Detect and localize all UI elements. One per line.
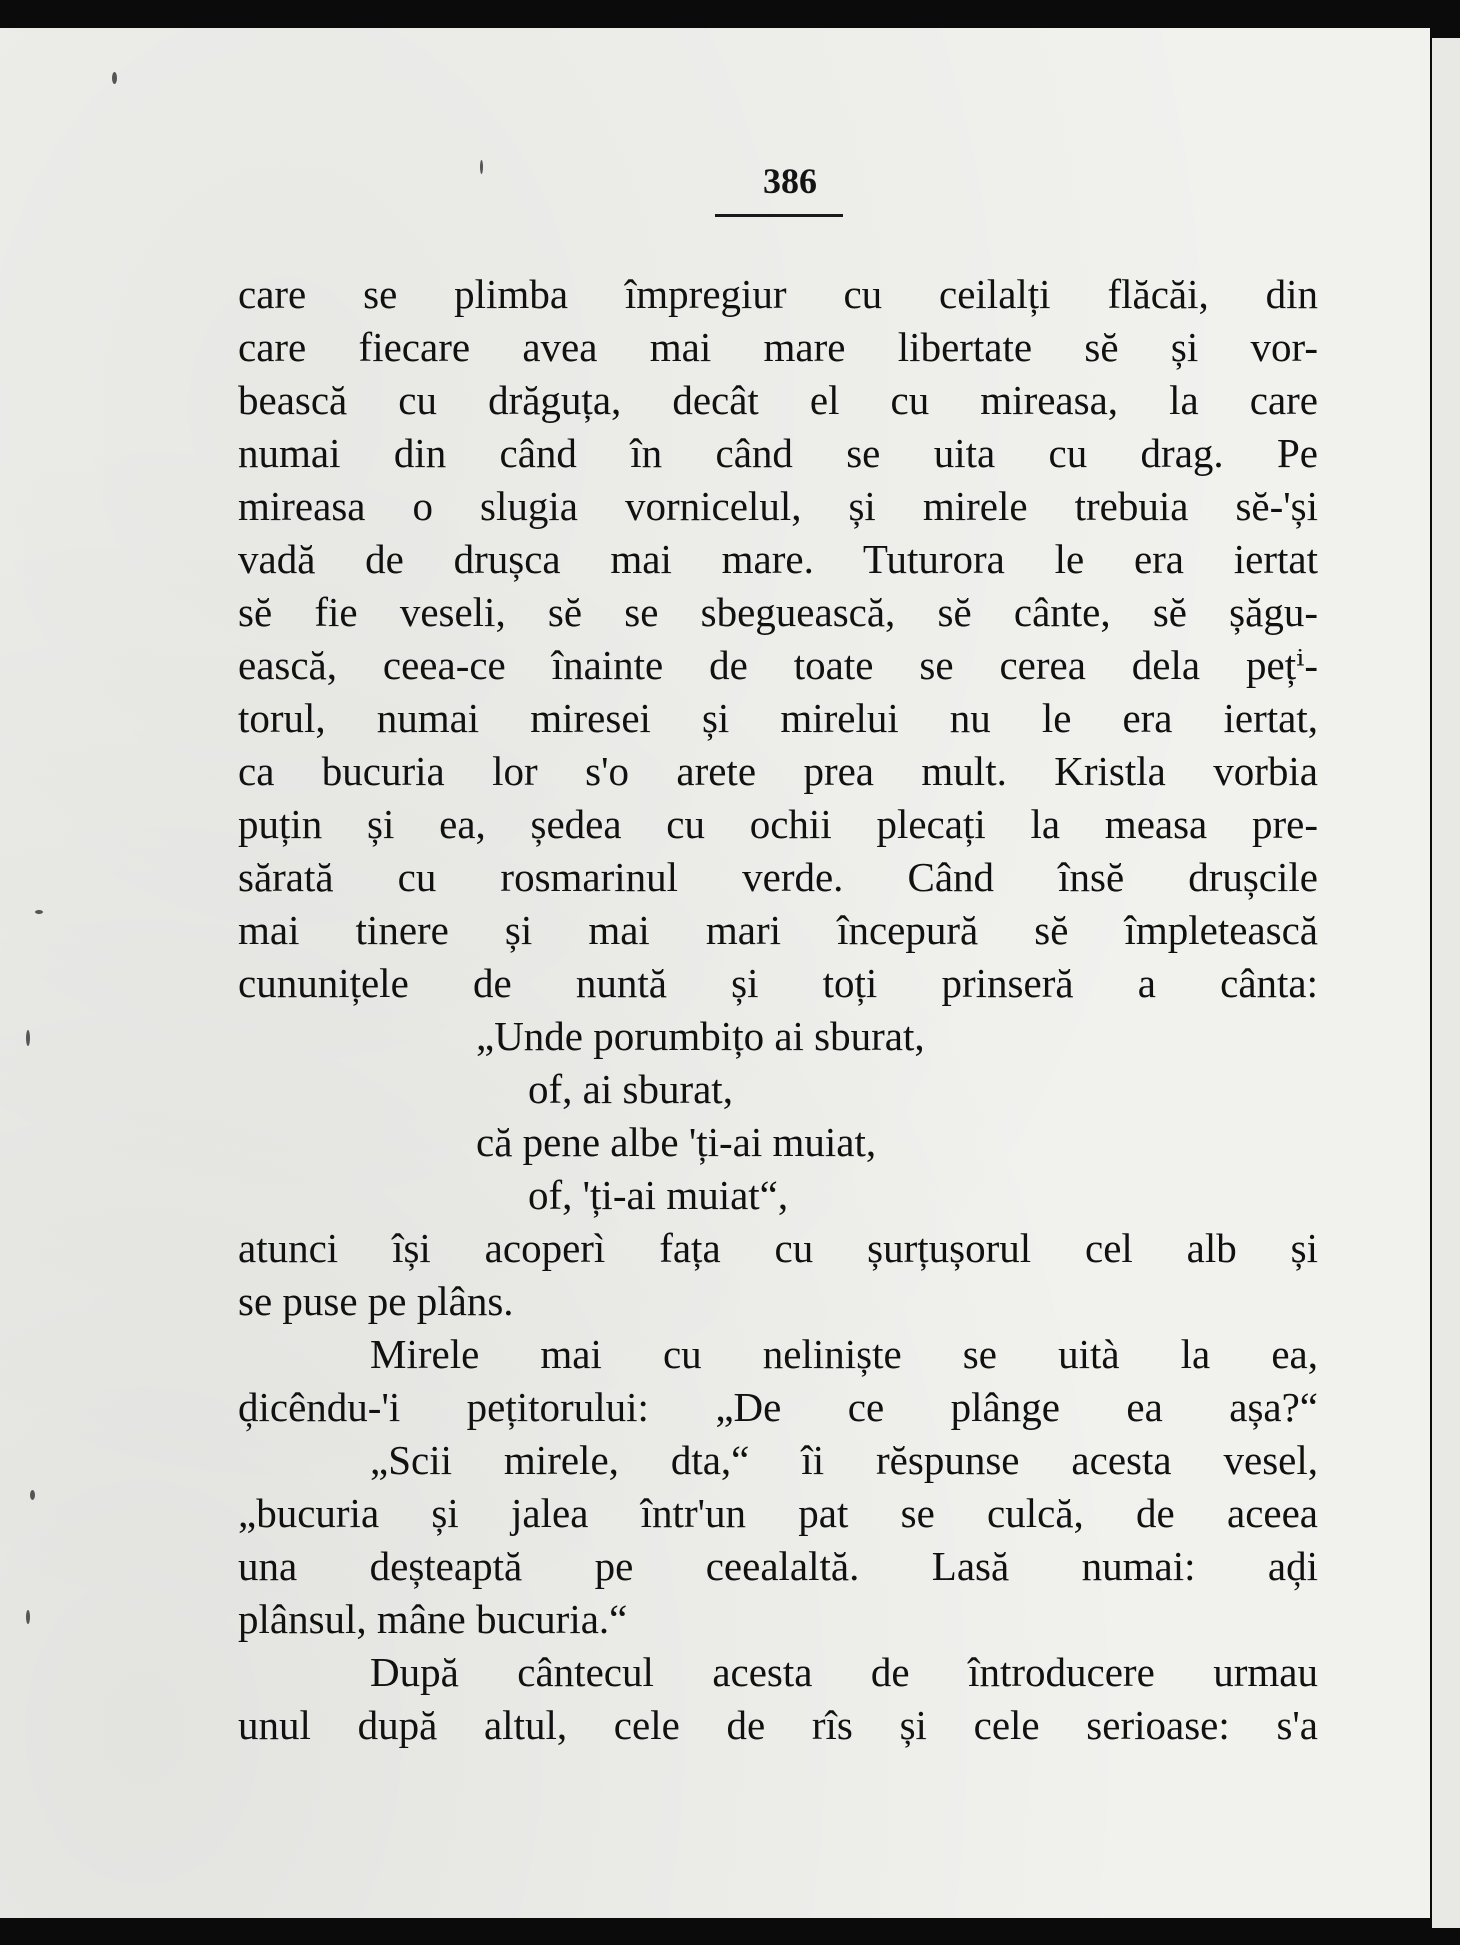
text-line: of, 'ți-ai muiat“, [528,1172,789,1218]
text-line: plânsul, mâne bucuria.“ [238,1596,628,1642]
text-line: unul după altul, cele de rîs și cele serioase: s'a [238,1702,1318,1748]
text-line: sĕ fie veseli, sĕ se sbeguească, sĕ cânte, sĕ șăgu- [238,589,1318,635]
text-line: ească, ceea-ce înainte de toate se cerea dela pețⁱ- [238,642,1318,688]
scan-speck [112,72,117,84]
text-line: numai din când în când se uita cu drag. Pe [238,430,1318,476]
text-line: vadă de drușca mai mare. Tuturora le era iertat [238,536,1318,582]
text-line: „bucuria și jalea într'un pat se culcă, de aceea [238,1490,1318,1536]
text-line: cununițele de nuntă și toți prinseră a cânta: [238,960,1318,1006]
scan-speck [30,1490,35,1500]
text-line: sărată cu rosmarinul verde. Când însĕ drușcile [238,854,1318,900]
text-line: care fiecare avea mai mare libertate sĕ și vor- [238,324,1318,370]
page-edge [1432,38,1460,1928]
text-line: Mirele mai cu neliniște se uità la ea, [370,1331,1318,1377]
text-line: ḑicêndu-'i pețitorului: „De ce plânge ea așa?“ [238,1384,1318,1430]
text-line: of, ai sburat, [528,1066,733,1112]
text-line: se puse pe plâns. [238,1278,514,1324]
text-line: ca bucuria lor s'o arete prea mult. Kristla vorbia [238,748,1318,794]
page-number-rule [715,214,843,217]
scan-speck [26,1030,30,1046]
text-line: puțin și ea, ședea cu ochii plecați la measa pre- [238,801,1318,847]
text-line: mireasa o slugia vornicelul, și mirele trebuia sĕ-'și [238,483,1318,529]
text-line: una deșteaptă pe ceealaltă. Lasă numai: aḑi [238,1543,1318,1589]
text-line: că pene albe 'ți-ai muiat, [476,1119,877,1165]
page-number: 386 [763,161,817,201]
text-line: atunci își acoperì fața cu șurțușorul cel alb și [238,1225,1318,1271]
scan-speck [35,910,43,914]
text-line: „Unde porumbițo ai sburat, [476,1013,925,1059]
scan-speck [26,1610,30,1624]
text-line: bească cu drăguța, decât el cu mireasa, la care [238,377,1318,423]
text-line: mai tinere și mai mari începură sĕ împletească [238,907,1318,953]
scan-speck [480,160,483,174]
text-line: După cântecul acesta de întroducere urmau [370,1649,1318,1695]
text-line: care se plimba împregiur cu ceilalți flăcăi, din [238,271,1318,317]
text-line: „Scii mirele, dta,“ îi rĕspunse acesta vesel, [370,1437,1318,1483]
body-text [238,268,1318,1752]
text-line: torul, numai miresei și mirelui nu le era iertat, [238,695,1318,741]
